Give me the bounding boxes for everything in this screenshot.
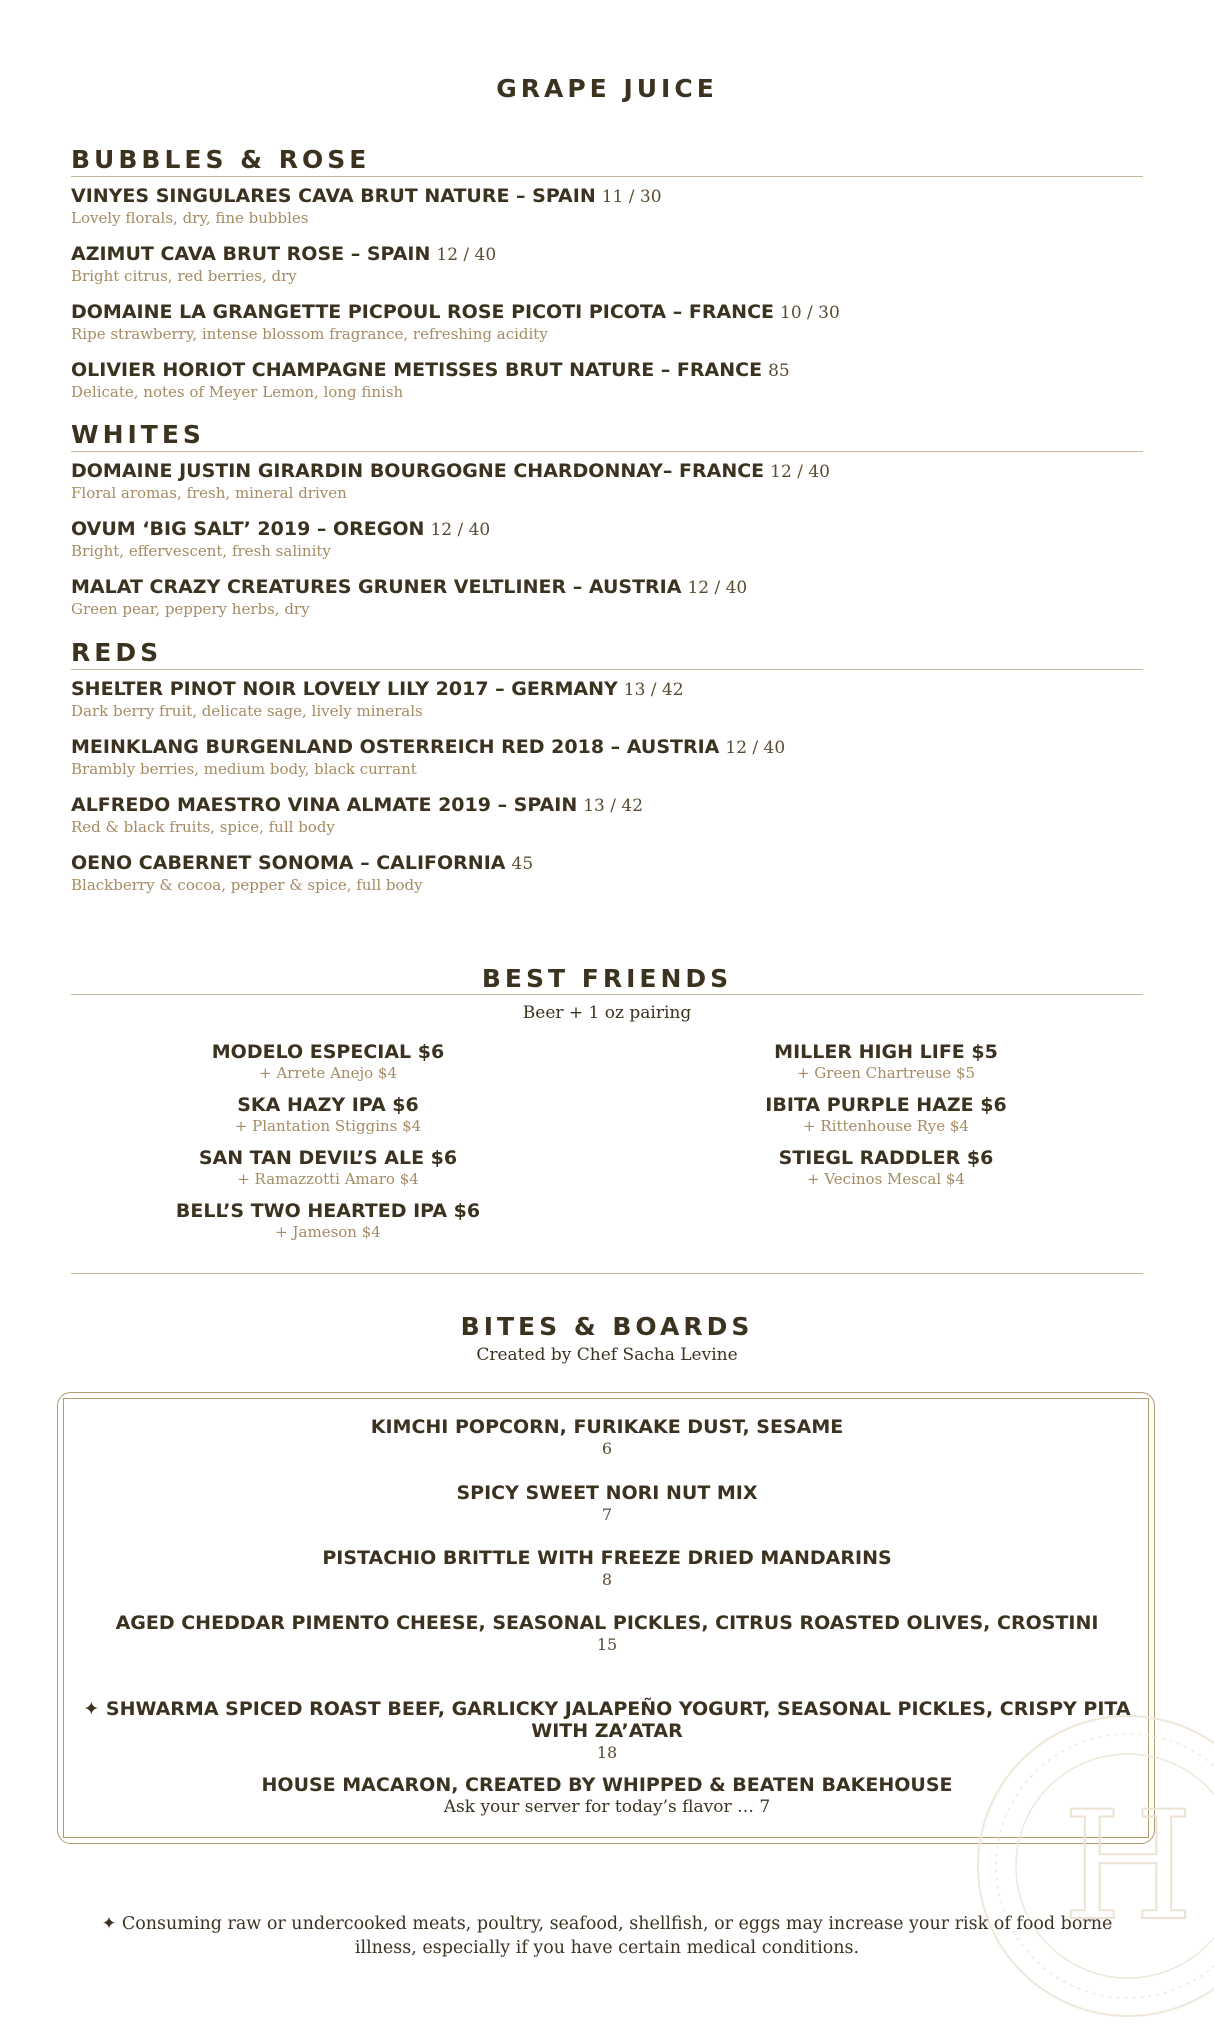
wine-item	[71, 518, 1143, 561]
wine-item	[71, 359, 1143, 402]
wine-item	[71, 794, 1143, 837]
beer-item	[676, 1093, 1096, 1146]
wine-description: Green pear, peppery herbs, dry	[71, 600, 310, 618]
wine-item	[71, 678, 1143, 721]
wine-name: OLIVIER HORIOT CHAMPAGNE METISSES BRUT NATURE – FRANCE	[71, 359, 763, 381]
beer-name: MODELO ESPECIAL $6	[211, 1041, 445, 1063]
wine-item	[71, 301, 1143, 344]
wine-price: 13 / 42	[623, 680, 684, 700]
bite-name: SPICY SWEET NORI NUT MIX	[456, 1482, 758, 1504]
wine-description: Blackberry & cocoa, pepper & spice, full body	[71, 876, 423, 894]
section-bubbles-rose	[71, 145, 1143, 402]
wine-name: VINYES SINGULARES CAVA BRUT NATURE – SPAIN	[71, 185, 596, 207]
wine-name: MEINKLANG BURGENLAND OSTERREICH RED 2018 – AUSTRIA	[71, 736, 720, 758]
beer-name: STIEGL RADDLER $6	[778, 1147, 994, 1169]
beer-item	[676, 1146, 1096, 1199]
wine-description: Brambly berries, medium body, black currant	[71, 760, 417, 778]
wine-name: MALAT CRAZY CREATURES GRUNER VELTLINER – AUSTRIA	[71, 576, 682, 598]
bite-item	[70, 1612, 1144, 1656]
wine-price: 11 / 30	[601, 187, 662, 207]
section-reds	[71, 638, 1143, 895]
wine-name: DOMAINE LA GRANGETTE PICPOUL ROSE PICOTI PICOTA – FRANCE	[71, 301, 774, 323]
wine-description: Red & black fruits, spice, full body	[71, 818, 335, 836]
bite-item	[70, 1416, 1144, 1460]
wine-item	[71, 576, 1143, 619]
wine-price: 10 / 30	[780, 303, 840, 323]
wine-item	[71, 852, 1143, 895]
wine-description: Ripe strawberry, intense blossom fragrance, refreshing acidity	[71, 325, 548, 343]
beer-name: SAN TAN DEVIL’S ALE $6	[198, 1147, 458, 1169]
wine-price: 12 / 40	[770, 462, 830, 482]
wine-item	[71, 460, 1143, 503]
bite-price: 8	[601, 1570, 613, 1589]
bite-price: 15	[596, 1635, 618, 1654]
wine-price: 12 / 40	[436, 245, 497, 265]
bite-price: 7	[601, 1505, 613, 1524]
wine-item	[71, 185, 1143, 228]
wine-description: Bright citrus, red berries, dry	[71, 267, 297, 285]
beer-pairing: + Plantation Stiggins $4	[234, 1117, 422, 1135]
beer-item	[118, 1093, 538, 1146]
beer-name: SKA HAZY IPA $6	[237, 1094, 419, 1116]
section-whites	[71, 420, 1143, 619]
page-title: GRAPE JUICE	[496, 74, 718, 103]
bite-name: AGED CHEDDAR PIMENTO CHEESE, SEASONAL PICKLES, CITRUS ROASTED OLIVES, CROSTINI	[115, 1612, 1099, 1634]
wine-price: 13 / 42	[583, 796, 644, 816]
wine-name: SHELTER PINOT NOIR LOVELY LILY 2017 – GERMANY	[71, 678, 618, 700]
wine-item	[71, 736, 1143, 779]
beer-item	[118, 1199, 538, 1252]
wine-price: 12 / 40	[725, 738, 786, 758]
beer-item	[676, 1040, 1096, 1093]
bite-price: Ask your server for today’s flavor … 7	[443, 1797, 771, 1817]
beer-pairing: + Jameson $4	[275, 1223, 381, 1241]
wine-name: DOMAINE JUSTIN GIRARDIN BOURGOGNE CHARDONNAY– FRANCE	[71, 460, 765, 482]
divider	[71, 1273, 1143, 1274]
bites-title: BITES & BOARDS	[460, 1312, 754, 1341]
section-heading: BUBBLES & ROSE	[71, 145, 1143, 177]
wine-description: Dark berry fruit, delicate sage, lively minerals	[71, 702, 423, 720]
best-friends-subtitle: Beer + 1 oz pairing	[522, 1003, 692, 1023]
bite-name: PISTACHIO BRITTLE WITH FREEZE DRIED MANDARINS	[322, 1547, 892, 1569]
wine-description: Bright, effervescent, fresh salinity	[71, 542, 331, 560]
wine-name: OVUM ‘BIG SALT’ 2019 – OREGON	[71, 518, 425, 540]
bite-name: ✦ SHWARMA SPICED ROAST BEEF, GARLICKY JALAPEÑO YOGURT, SEASONAL PICKLES, CRISPY PITA WITH ZA’ATAR	[83, 1698, 1131, 1742]
beer-pairing: + Vecinos Mescal $4	[807, 1170, 965, 1188]
svg-text:H: H	[1062, 1780, 1194, 1954]
beer-pairing: + Green Chartreuse $5	[796, 1064, 976, 1082]
wine-price: 85	[768, 361, 790, 381]
beer-pairing: + Arrete Anejo $4	[259, 1064, 397, 1082]
best-friends-right-column	[676, 1040, 1096, 1199]
beer-pairing: + Ramazzotti Amaro $4	[237, 1170, 419, 1188]
bite-name: HOUSE MACARON, CREATED BY WHIPPED & BEATEN BAKEHOUSE	[261, 1774, 953, 1796]
bite-price: 6	[601, 1439, 613, 1458]
wine-price: 45	[511, 854, 534, 874]
beer-name: IBITA PURPLE HAZE $6	[765, 1094, 1007, 1116]
bite-price: 18	[596, 1743, 618, 1762]
wine-name: AZIMUT CAVA BRUT ROSE – SPAIN	[71, 243, 431, 265]
wine-name: OENO CABERNET SONOMA – CALIFORNIA	[71, 852, 506, 874]
beer-pairing: + Rittenhouse Rye $4	[803, 1117, 969, 1135]
beer-item	[118, 1040, 538, 1093]
wine-description: Floral aromas, fresh, mineral driven	[71, 484, 347, 502]
best-friends-left-column	[118, 1040, 538, 1252]
section-heading: REDS	[71, 638, 1143, 670]
bite-item	[70, 1482, 1144, 1526]
crest-watermark-icon	[968, 1706, 1214, 2026]
bite-name: KIMCHI POPCORN, FURIKAKE DUST, SESAME	[370, 1416, 844, 1438]
section-heading: WHITES	[71, 420, 1143, 452]
divider	[71, 994, 1143, 995]
wine-name: ALFREDO MAESTRO VINA ALMATE 2019 – SPAIN	[71, 794, 578, 816]
wine-price: 12 / 40	[430, 520, 491, 540]
best-friends-title: BEST FRIENDS	[481, 964, 733, 993]
bite-item	[70, 1547, 1144, 1591]
beer-name: BELL’S TWO HEARTED IPA $6	[175, 1200, 481, 1222]
wine-price: 12 / 40	[687, 578, 748, 598]
wine-description: Delicate, notes of Meyer Lemon, long finish	[71, 383, 404, 401]
beer-item	[118, 1146, 538, 1199]
beer-name: MILLER HIGH LIFE $5	[774, 1041, 998, 1063]
allergen-footnote: ✦ Consuming raw or undercooked meats, poultry, seafood, shellfish, or eggs may increase your risk of food borne illness, especially if you have certain medical conditions.	[101, 1914, 1113, 1958]
wine-description: Lovely florals, dry, fine bubbles	[71, 209, 309, 227]
bites-subtitle: Created by Chef Sacha Levine	[476, 1345, 738, 1365]
wine-item	[71, 243, 1143, 286]
